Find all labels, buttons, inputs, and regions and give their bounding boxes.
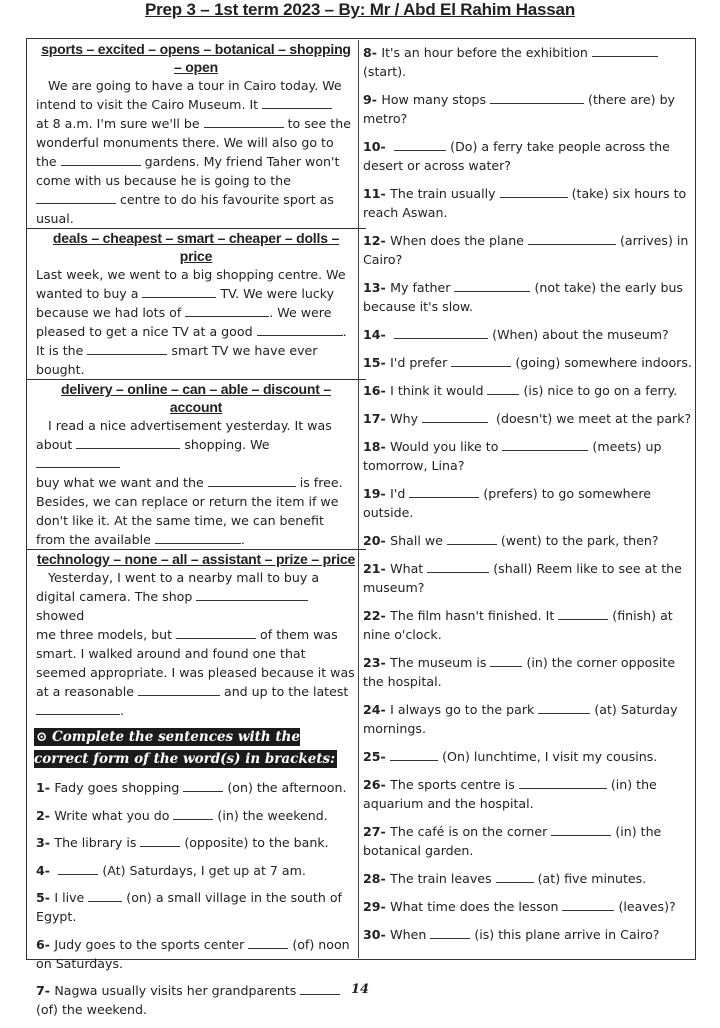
question-item <box>363 897 693 916</box>
text-segment: to see the <box>283 116 351 131</box>
question-number: 26- <box>363 777 391 792</box>
answer-blank[interactable] <box>262 97 332 109</box>
question-item <box>363 184 693 222</box>
text-segment: When does the plane <box>390 233 528 248</box>
passage-text <box>36 416 356 549</box>
question-item <box>363 484 693 522</box>
question-item <box>36 806 356 825</box>
instruction-block <box>34 726 356 770</box>
answer-blank[interactable] <box>183 780 223 792</box>
answer-blank[interactable] <box>76 437 180 449</box>
text-segment: Yesterday, I went to a nearby mall to buy a <box>36 570 320 585</box>
text-segment: Judy goes to the sports center <box>54 936 249 952</box>
text-segment: (doesn't) we meet at the park? <box>488 411 692 426</box>
question-number: 19- <box>363 486 391 501</box>
answer-blank[interactable] <box>551 824 611 836</box>
question-item <box>36 833 356 852</box>
question-item <box>363 278 693 316</box>
question-item <box>363 869 693 888</box>
text-segment: Why <box>390 411 423 426</box>
passage-block <box>36 549 356 720</box>
text-segment: Fady goes shopping <box>54 780 184 795</box>
text-segment: (opposite) to the bank. <box>180 835 329 850</box>
question-number: 18- <box>363 439 391 454</box>
passage-line <box>36 473 356 492</box>
passage-line <box>36 435 356 473</box>
text-segment: How many stops <box>381 92 491 107</box>
text-segment: The film hasn't finished. It <box>390 608 559 623</box>
text-segment: The train usually <box>390 186 500 201</box>
passage-block <box>36 228 356 379</box>
answer-blank[interactable] <box>140 835 180 847</box>
question-number: 7- <box>36 983 55 998</box>
text-segment: (in) the weekend. <box>213 807 328 823</box>
passage-line <box>36 587 356 625</box>
answer-blank[interactable] <box>562 899 614 911</box>
answer-blank[interactable] <box>487 383 519 395</box>
text-segment: (When) about the museum? <box>488 327 669 342</box>
text-segment: . <box>342 324 347 339</box>
text-segment: about <box>36 437 77 452</box>
question-item <box>363 700 693 738</box>
text-segment: at a reasonable <box>36 684 138 699</box>
question-item <box>363 231 693 269</box>
question-item <box>363 653 693 691</box>
question-number: 16- <box>363 383 391 398</box>
question-number: 23- <box>363 655 391 670</box>
answer-blank[interactable] <box>142 286 216 298</box>
passage-line <box>36 530 356 549</box>
answer-blank[interactable] <box>176 627 256 639</box>
text-segment: (on) the afternoon. <box>223 780 347 795</box>
text-segment: shopping. We <box>180 437 274 452</box>
answer-blank[interactable] <box>538 702 590 714</box>
question-item <box>36 861 356 880</box>
passage-line <box>36 322 356 341</box>
passage-line <box>36 341 356 360</box>
passage-block <box>36 40 356 228</box>
passage-line <box>36 701 356 720</box>
text-segment: (in) the aquarium and the hospital. <box>363 777 661 811</box>
answer-blank[interactable] <box>208 475 296 487</box>
text-segment: Nagwa usually visits her grandparents <box>54 983 301 998</box>
text-segment: The museum is <box>390 655 491 670</box>
answer-blank[interactable] <box>196 589 308 601</box>
word-bank: delivery – online – can – able – discount – account <box>61 381 331 415</box>
text-segment: When <box>390 927 431 942</box>
question-number: 22- <box>363 608 391 623</box>
question-number: 17- <box>363 411 391 426</box>
text-segment: (On) lunchtime, I visit my cousins. <box>438 749 658 764</box>
text-segment: I read a nice advertisement yesterday. It was <box>36 418 332 433</box>
text-segment: It is the <box>36 343 88 358</box>
text-segment: (prefers) to go somewhere outside. <box>363 486 656 520</box>
text-segment: centre to do his favourite sport as <box>116 192 334 207</box>
text-segment: It's an hour before the exhibition <box>381 45 592 60</box>
passage-line <box>36 133 356 152</box>
question-number: 24- <box>363 702 391 717</box>
question-item <box>363 747 693 766</box>
text-segment: (arrives) in Cairo? <box>363 233 693 267</box>
answer-blank[interactable] <box>173 808 213 820</box>
question-number: 14- <box>363 327 391 342</box>
text-segment: I live <box>54 890 89 905</box>
answer-blank[interactable] <box>427 561 489 573</box>
text-segment: My father <box>390 280 455 295</box>
question-number: 3- <box>36 835 55 850</box>
question-item <box>363 531 693 550</box>
passage-line <box>36 416 356 435</box>
text-segment: gardens. My friend Taher won't <box>140 154 340 169</box>
passage-text <box>36 568 356 720</box>
question-item <box>363 381 693 400</box>
text-segment: (on) a small village in the south of Egypt. <box>36 890 346 924</box>
text-segment: (is) this plane arrive in Cairo? <box>470 927 660 942</box>
text-segment: pleased to get a nice TV at a good <box>36 324 257 339</box>
question-number: 12- <box>363 233 391 248</box>
question-item <box>36 935 356 973</box>
text-segment: (take) six hours to reach Aswan. <box>363 186 691 220</box>
text-segment: The library is <box>54 835 141 850</box>
question-item <box>363 137 693 175</box>
text-segment: (not take) the early bus because it's slow. <box>363 280 687 314</box>
text-segment: of them was <box>256 627 338 642</box>
page-header: Prep 3 – 1st term 2023 – By: Mr / Abd El Rahim Hassan <box>145 0 575 19</box>
answer-blank[interactable] <box>36 192 116 204</box>
question-number: 4- <box>36 862 55 878</box>
question-number: 5- <box>36 890 55 905</box>
text-segment: digital camera. The shop <box>36 589 197 604</box>
passage-line <box>36 644 356 663</box>
text-segment: at 8 a.m. I'm sure we'll be <box>36 116 204 131</box>
answer-blank[interactable] <box>87 343 167 355</box>
text-segment: wanted to buy a <box>36 286 143 301</box>
text-segment: from the available <box>36 532 155 547</box>
text-segment: showed <box>36 589 313 623</box>
question-item <box>363 409 693 428</box>
text-segment: (there are) by metro? <box>363 92 680 126</box>
answer-blank[interactable] <box>248 937 288 949</box>
text-segment: usual. <box>36 211 74 226</box>
text-segment: Would you like to <box>390 439 503 454</box>
answer-blank[interactable] <box>409 486 479 498</box>
answer-blank[interactable] <box>394 139 446 151</box>
answer-blank[interactable] <box>204 116 284 128</box>
answer-blank[interactable] <box>422 411 488 423</box>
passage-line <box>36 152 356 171</box>
question-number: 6- <box>36 936 55 952</box>
left-column <box>36 40 356 1028</box>
question-item <box>363 437 693 475</box>
answer-blank[interactable] <box>61 154 141 166</box>
question-item <box>363 559 693 597</box>
question-number: 27- <box>363 824 391 839</box>
text-segment: Write what you do <box>54 807 174 823</box>
text-segment: (going) somewhere indoors. <box>511 355 692 370</box>
question-number: 25- <box>363 749 391 764</box>
answer-blank[interactable] <box>390 749 438 761</box>
passage-line <box>36 114 356 133</box>
word-bank: sports – excited – opens – botanical – shopping – open <box>41 41 351 75</box>
word-bank: deals – cheapest – smart – cheaper – dolls – price <box>52 230 340 264</box>
text-segment: don't like it. At the same time, we can benefit <box>36 513 324 528</box>
passage-line <box>36 511 356 530</box>
text-segment: (at) five minutes. <box>533 871 647 886</box>
text-segment: (Do) a ferry take people across the desert or across water? <box>363 139 674 173</box>
question-item <box>363 775 693 813</box>
passage-line <box>36 663 356 682</box>
word-bank: technology – none – all – assistant – prize – price <box>36 551 356 567</box>
question-number: 20- <box>363 533 391 548</box>
text-segment: The train leaves <box>390 871 496 886</box>
instruction-text: ⊙ Complete the sentences with the correct form of the word(s) in brackets: <box>34 729 336 767</box>
text-segment: The café is on the corner <box>390 824 552 839</box>
passage-line <box>36 303 356 322</box>
answer-blank[interactable] <box>451 355 511 367</box>
text-segment: . <box>120 703 125 718</box>
right-column <box>363 40 693 953</box>
question-number: 10- <box>363 139 391 154</box>
question-number: 28- <box>363 871 391 886</box>
text-segment: I'd prefer <box>390 355 452 370</box>
passage-line <box>36 568 356 587</box>
passage-line <box>36 625 356 644</box>
answer-blank[interactable] <box>592 45 658 57</box>
text-segment: wonderful monuments there. We will also go to <box>36 135 334 150</box>
answer-blank[interactable] <box>490 92 584 104</box>
question-item <box>363 353 693 372</box>
passage-line <box>36 190 356 209</box>
question-item <box>363 822 693 860</box>
passage-line <box>36 492 356 511</box>
question-number: 21- <box>363 561 391 576</box>
text-segment: (shall) Reem like to see at the museum? <box>363 561 686 595</box>
answer-blank[interactable] <box>447 533 497 545</box>
question-number: 13- <box>363 280 391 295</box>
text-segment: (is) nice to go on a ferry. <box>519 383 678 398</box>
answer-blank[interactable] <box>138 684 220 696</box>
text-segment: and up to the latest <box>219 684 349 699</box>
text-segment: smart. I walked around and found one that <box>36 646 306 661</box>
text-segment: come with us because he is going to the <box>36 173 291 188</box>
text-segment: I think it would <box>390 383 488 398</box>
text-segment: Shall we <box>390 533 447 548</box>
answer-blank[interactable] <box>496 871 534 883</box>
passage-line <box>36 95 356 114</box>
text-segment: is free. <box>295 475 343 490</box>
answer-blank[interactable] <box>155 532 241 544</box>
passage-line <box>36 209 356 228</box>
passage-line <box>36 284 356 303</box>
answer-blank[interactable] <box>58 863 98 875</box>
question-item <box>36 888 356 926</box>
passage-line <box>36 360 356 379</box>
text-segment: seemed appropriate. I was pleased because it was <box>36 665 355 680</box>
text-segment: (start). <box>363 45 662 79</box>
text-segment: (leaves)? <box>614 899 676 914</box>
text-segment: buy what we want and the <box>36 475 208 490</box>
question-number: 8- <box>363 45 382 60</box>
text-segment: TV. We were lucky <box>216 286 335 301</box>
text-segment: (in) the botanical garden. <box>363 824 666 858</box>
passage-line <box>36 171 356 190</box>
question-number: 15- <box>363 355 391 370</box>
question-item <box>363 325 693 344</box>
text-segment: The sports centre is <box>390 777 519 792</box>
answer-blank[interactable] <box>558 608 608 620</box>
answer-blank[interactable] <box>528 233 616 245</box>
text-segment: (went) to the park, then? <box>496 533 659 548</box>
question-item <box>363 925 693 944</box>
text-segment: . <box>240 532 245 547</box>
answer-blank[interactable] <box>88 890 122 902</box>
passage-line <box>36 76 356 95</box>
answer-blank[interactable] <box>36 703 120 715</box>
text-segment: (meets) up tomorrow, Lina? <box>363 439 666 473</box>
passage-text <box>36 265 356 379</box>
question-item <box>36 778 356 797</box>
text-segment: (At) Saturdays, I get up at 7 am. <box>98 862 306 878</box>
text-segment: Besides, we can replace or return the item if we <box>36 494 339 509</box>
question-number: 11- <box>363 186 391 201</box>
text-segment: I'd <box>390 486 410 501</box>
text-segment: Last week, we went to a big shopping centre. We <box>36 267 346 282</box>
text-segment: We are going to have a tour in Cairo today. We <box>36 78 342 93</box>
question-item <box>363 43 693 81</box>
passage-block <box>36 379 356 549</box>
answer-blank[interactable] <box>36 456 120 468</box>
question-number: 29- <box>363 899 391 914</box>
page-number: 14 <box>350 982 370 997</box>
answer-blank[interactable] <box>430 927 470 939</box>
text-segment: the <box>36 154 61 169</box>
question-number: 9- <box>363 92 382 107</box>
text-segment: (finish) at nine o'clock. <box>363 608 677 642</box>
answer-blank[interactable] <box>502 439 588 451</box>
passage-line <box>36 682 356 701</box>
answer-blank[interactable] <box>500 186 568 198</box>
text-segment: smart TV we have ever <box>167 343 318 358</box>
text-segment: (at) Saturday mornings. <box>363 702 682 736</box>
text-segment: bought. <box>36 362 85 377</box>
passage-text <box>36 76 356 228</box>
question-item <box>363 606 693 644</box>
text-segment: me three models, but <box>36 627 177 642</box>
question-item <box>363 90 693 128</box>
text-segment: . We were <box>269 305 332 320</box>
question-number: 30- <box>363 927 391 942</box>
answer-blank[interactable] <box>257 324 343 336</box>
text-segment: because we had lots of <box>36 305 186 320</box>
answer-blank[interactable] <box>394 327 488 339</box>
answer-blank[interactable] <box>185 305 269 317</box>
text-segment: What time does the lesson <box>390 899 563 914</box>
answer-blank[interactable] <box>490 655 522 667</box>
text-segment: (of) noon on Saturdays. <box>36 936 354 971</box>
text-segment: (of) the weekend. <box>36 983 345 1017</box>
column-divider <box>358 40 359 958</box>
text-segment: I always go to the park <box>390 702 539 717</box>
question-number: 1- <box>36 780 55 795</box>
text-segment: (in) the corner opposite the hospital. <box>363 655 680 689</box>
passage-line <box>36 265 356 284</box>
answer-blank[interactable] <box>519 777 607 789</box>
text-segment: intend to visit the Cairo Museum. It <box>36 97 263 112</box>
text-segment: What <box>390 561 428 576</box>
question-number: 2- <box>36 807 55 823</box>
answer-blank[interactable] <box>454 280 530 292</box>
